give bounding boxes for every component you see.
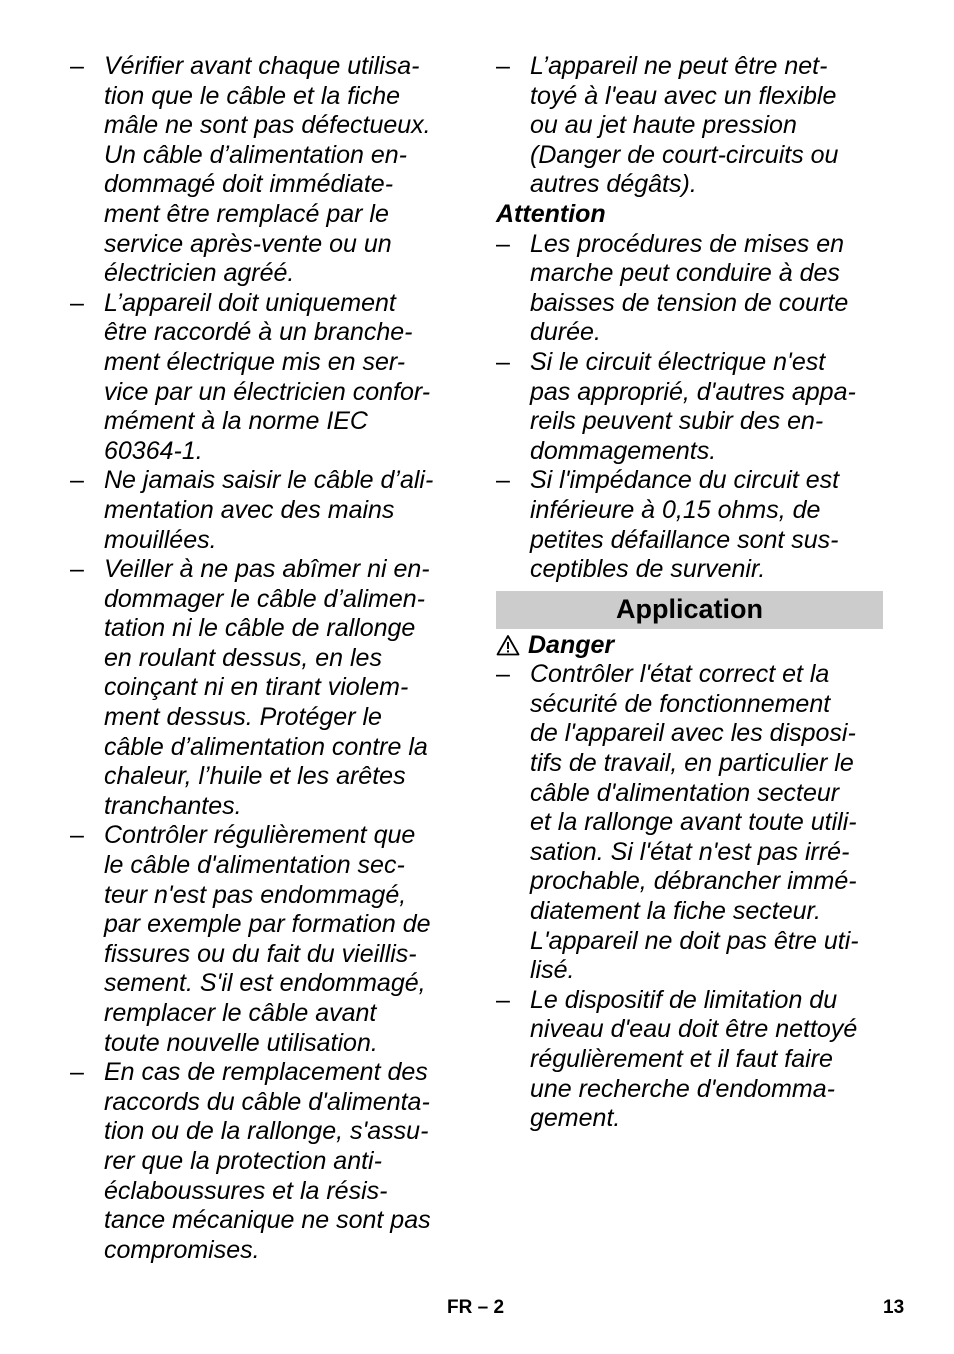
text-line: câble d'alimentation secteur (530, 778, 840, 807)
text-line: par exemple par formation de (104, 910, 431, 939)
list-item (70, 821, 462, 1058)
text-line: rer que la protection anti- (104, 1146, 382, 1175)
text-line: L’appareil doit uniquement (104, 288, 396, 317)
list-item (496, 52, 886, 200)
list-item (496, 986, 886, 1134)
text-line: ment être remplacé par le (104, 199, 389, 228)
text-line: dommager le câble d’alimen- (104, 584, 425, 613)
list-item (70, 1058, 462, 1265)
text-line: L’appareil ne peut être net- (530, 52, 828, 80)
text-line: L'appareil ne doit pas être uti- (530, 926, 859, 955)
text-line: éclaboussures et la résis- (104, 1176, 388, 1205)
attention-list (496, 230, 886, 585)
text-line: Les procédures de mises en (530, 229, 845, 258)
text-line: une recherche d'endomma- (530, 1074, 835, 1103)
text-line: baisses de tension de courte (530, 288, 849, 317)
danger-heading: Danger (528, 630, 615, 659)
list-item (70, 289, 462, 467)
text-line: En cas de remplacement des (104, 1058, 428, 1087)
text-line: lisé. (530, 956, 575, 985)
list-dash: – (70, 466, 84, 495)
text-line: ceptibles de survenir. (530, 555, 766, 584)
text-line: tifs de travail, en particulier le (530, 749, 854, 778)
list-dash: – (70, 1058, 84, 1087)
text-line: Ne jamais saisir le câble d’ali- (104, 466, 434, 495)
text-line: Si l'impédance du circuit est (530, 466, 840, 495)
text-line: électricien agréé. (104, 259, 295, 288)
list-dash: – (70, 288, 84, 317)
text-line: toute nouvelle utilisation. (104, 1028, 378, 1057)
footer-section-label: FR – 2 (447, 1297, 505, 1318)
text-line: ou au jet haute pression (530, 111, 797, 140)
left-list (70, 52, 462, 1265)
left-column (70, 52, 462, 1265)
text-line: service après-vente ou un (104, 229, 392, 258)
text-line: ment électrique mis en ser- (104, 347, 406, 376)
list-dash: – (496, 985, 510, 1014)
text-line: vice par un électricien confor- (104, 377, 431, 406)
text-line: tation ni le câble de rallonge (104, 614, 416, 643)
text-line: marche peut conduire à des (530, 259, 840, 288)
text-line: Contrôler l'état correct et la (530, 660, 830, 689)
text-line: Contrôler régulièrement que (104, 821, 416, 850)
list-dash: – (496, 347, 510, 376)
text-line: tion ou de la rallonge, s'assu- (104, 1117, 429, 1146)
text-line: dommagements. (530, 436, 717, 465)
attention-heading: Attention (496, 199, 606, 228)
text-line: ment dessus. Protéger le (104, 703, 382, 732)
text-line: le câble d'alimentation sec- (104, 851, 405, 880)
text-line: prochable, débrancher immé- (530, 867, 857, 896)
text-line: de l'appareil avec les disposi- (530, 719, 856, 748)
text-line: toyé à l'eau avec un flexible (530, 81, 837, 110)
right-column (496, 52, 886, 1134)
section-title-application: Application (496, 591, 883, 629)
text-line: dommagé doit immédiate- (104, 170, 394, 199)
text-line: (Danger de court-circuits ou (530, 140, 839, 169)
list-item (70, 52, 462, 289)
text-line: gement. (530, 1104, 621, 1133)
page-number: 13 (883, 1297, 905, 1318)
list-dash: – (496, 52, 510, 80)
text-line: tranchantes. (104, 791, 242, 820)
list-item (70, 466, 462, 555)
text-line: sécurité de fonctionnement (530, 689, 831, 718)
text-line: sation. Si l'état n'est pas irré- (530, 837, 850, 866)
list-dash: – (496, 466, 510, 495)
text-line: chaleur, l’huile et les arêtes (104, 762, 406, 791)
text-line: tance mécanique ne sont pas (104, 1206, 431, 1235)
text-line: coinçant ni en tirant violem- (104, 673, 409, 702)
list-item (496, 466, 886, 584)
text-line: mouillées. (104, 525, 217, 554)
list-item (70, 555, 462, 821)
text-line: Vérifier avant chaque utilisa- (104, 52, 420, 80)
text-line: petites défaillance sont sus- (530, 525, 839, 554)
list-dash: – (70, 555, 84, 584)
text-line: mâle ne sont pas défectueux. (104, 111, 431, 140)
text-line: mentation avec des mains (104, 495, 395, 524)
warning-triangle-icon (496, 634, 520, 656)
text-line: teur n'est pas endommagé, (104, 880, 407, 909)
text-line: niveau d'eau doit être nettoyé (530, 1015, 858, 1044)
text-line: être raccordé à un branche- (104, 318, 413, 347)
text-line: Le dispositif de limitation du (530, 985, 838, 1014)
list-dash: – (70, 52, 84, 80)
text-line: raccords du câble d'alimenta- (104, 1087, 430, 1116)
text-line: tion que le câble et la fiche (104, 81, 401, 110)
text-line: Veiller à ne pas abîmer ni en- (104, 555, 430, 584)
list-dash: – (496, 229, 510, 258)
text-line: mément à la norme IEC (104, 407, 368, 436)
text-line: diatement la fiche secteur. (530, 897, 821, 926)
text-line: 60364-1. (104, 436, 203, 465)
text-line: câble d’alimentation contre la (104, 732, 428, 761)
list-item (496, 660, 886, 986)
list-item (496, 230, 886, 348)
list-item (496, 348, 886, 466)
text-line: en roulant dessus, en les (104, 643, 382, 672)
list-dash: – (496, 660, 510, 689)
text-line: sement. S'il est endommagé, (104, 969, 426, 998)
list-dash: – (70, 821, 84, 850)
text-line: Un câble d’alimentation en- (104, 140, 407, 169)
text-line: reils peuvent subir des en- (530, 407, 824, 436)
right-top-list (496, 52, 886, 200)
text-line: Si le circuit électrique n'est (530, 347, 826, 376)
text-line: fissures ou du fait du vieillis- (104, 939, 417, 968)
text-line: compromises. (104, 1235, 260, 1264)
text-line: durée. (530, 318, 601, 347)
text-line: régulièrement et il faut faire (530, 1045, 833, 1073)
danger-list (496, 660, 886, 1134)
text-line: autres dégâts). (530, 170, 697, 199)
text-line: remplacer le câble avant (104, 999, 377, 1027)
text-line: inférieure à 0,15 ohms, de (530, 495, 821, 524)
danger-heading-row (496, 631, 886, 661)
text-line: et la rallonge avant toute utili- (530, 808, 857, 837)
text-line: pas approprié, d'autres appa- (530, 377, 856, 406)
